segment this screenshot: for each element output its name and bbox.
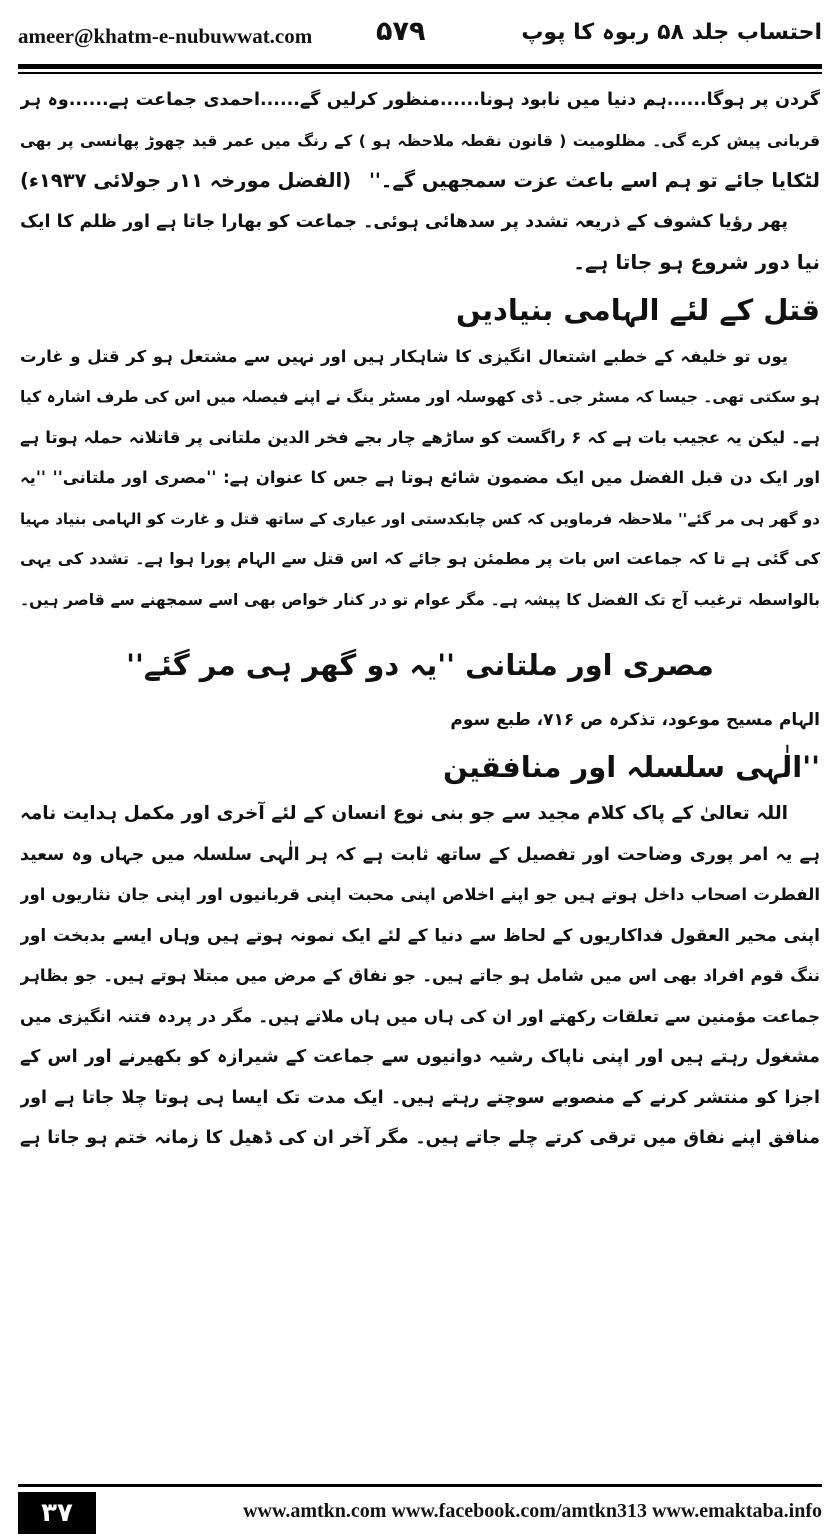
text-line: اجزا کو منتشر کرنے کے منصوبے سوچتے رہتے ہیں۔ ایک مدت تک ایسا ہی ہوتا چلا جاتا ہے اور: [20, 1087, 820, 1108]
section-heading-3: ''الٰہی سلسلہ اور منافقین: [442, 750, 820, 784]
header-book-title: احتساب جلد ۵۸ ربوہ کا پوپ: [521, 20, 822, 45]
header-page-number: ۵۷۹: [376, 16, 426, 47]
page-header: [18, 10, 822, 62]
spacer: [20, 620, 820, 630]
header-rule-thick: [18, 64, 822, 69]
text-line: نیا دور شروع ہو جاتا ہے۔: [573, 250, 820, 274]
header-rule-thin: [18, 72, 822, 74]
source-line: الہام مسیح موعود، تذکرہ ص ۷۱۶، طبع سوم: [450, 710, 820, 730]
text-line: بالواسطہ ترغیب آج تک الفضل کا پیشہ ہے۔ مگر عوام تو در کنار خواص بھی اسے سمجھنے سے قاصر ہیں۔: [20, 590, 820, 609]
text-line: قربانی پیش کرے گی۔ مظلومیت ( قانون نقطہ ملاحظہ ہو ) کے رنگ میں عمر قید چھوڑ پھانسی پر بھی: [20, 131, 820, 150]
text-line: الفطرت اصحاب داخل ہوتے ہیں جو اپنے اخلاص اپنی محبت اپنی قربانیوں اور اپنی جان نثاریوں اور: [20, 885, 820, 904]
text-line: پھر رؤیا کشوف کے ذریعہ تشدد پر سدھائی ہوئی۔ جماعت کو بھارا جاتا ہے اور ظلم کا ایک: [20, 211, 788, 232]
text-line: اور ایک دن قبل الفضل میں ایک مضمون شائع ہوتا ہے جس کا عنوان ہے: ''مصری اور ملتانی'' ''یہ: [20, 468, 820, 487]
footer-websites: www.amtkn.com www.facebook.com/amtkn313 www.emaktaba.info: [243, 1500, 822, 1522]
text-line: دو گھر ہی مر گئے'' ملاحظہ فرماویں کہ کس چابکدستی اور عیاری کے ساتھ قتل و غارت کو الہامی بنیاد مہیا: [20, 509, 820, 528]
body-text: [20, 80, 820, 1470]
header-email: ameer@khatm-e-nubuwwat.com: [18, 24, 313, 48]
text-line: جماعت مؤمنین سے تعلقات رکھتے اور ان کی ہاں میں ہاں ملاتے ہیں۔ مگر در پردہ فتنہ انگیزی میں: [20, 1006, 820, 1026]
section-heading-1: قتل کے لئے الہامی بنیادیں: [455, 292, 820, 327]
text-line: کی گئی ہے تا کہ جماعت اس بات پر مطمئن ہو جائے کہ اس قتل سے الہام پورا ہوا ہے۔ تشدد کی یہی: [20, 549, 820, 568]
text-line: اللہ تعالیٰ کے پاک کلام مجید سے جو بنی نوع انسان کے لئے آخری اور مکمل ہدایت نامہ: [20, 803, 788, 824]
footer-page-label: ۳۷: [18, 1492, 96, 1534]
text-line: ننگ قوم افراد بھی اس میں شامل ہو جاتے ہیں۔ جو نفاق کے مرض میں مبتلا ہوتے ہیں۔ جو بظاہر: [20, 966, 820, 985]
text-line: مشغول رہتے ہیں اور اپنی ناپاک رشیہ دوانیوں سے جماعت کے شیرازہ کو بکھیرنے اور اس کے: [20, 1047, 820, 1067]
text-line: یوں تو خلیفہ کے خطبے اشتعال انگیزی کا شاہکار ہیں اور نہیں سے مشتعل ہو کر قتل و غارت: [20, 346, 788, 366]
text-line: لٹکایا جائے تو ہم اسے باعث عزت سمجھیں گے۔'': [368, 169, 820, 192]
text-line: منافق اپنے نفاق میں ترقی کرتے چلے جاتے ہیں۔ مگر آخر ان کی ڈھیل کا زمانہ ختم ہو جاتا ہے: [20, 1128, 820, 1148]
text-line: اپنی محیر العقول فداکاریوں کے لحاظ سے دنیا کے لئے ایک نمونہ ہوتے ہیں وہاں ایسے بدبخت اور: [20, 925, 820, 946]
text-line: ہو سکتی تھی۔ جیسا کہ مسٹر جی۔ ڈی کھوسلہ اور مسٹر ینگ نے اپنے فیصلہ میں اس کی طرف اشارہ کیا: [20, 388, 820, 406]
citation: (الفضل مورخہ ۱۱ر جولائی ۱۹۳۷ء): [20, 169, 352, 192]
text-line-with-citation: [20, 161, 820, 202]
text-line: ہے۔ لیکن یہ عجیب بات ہے کہ ۶ راگست کو ساڑھے چار بجے فخر الدین ملتانی پر قاتلانہ حملہ ہوتا ہے: [20, 427, 820, 447]
section-heading-2: مصری اور ملتانی ''یہ دو گھر ہی مر گئے'': [126, 648, 714, 682]
text-line: گردن پر ہوگا......ہم دنیا میں نابود ہونا......منظور کرلیں گے......احمدی جماعت ہے......وہ ہر: [20, 90, 820, 110]
text-line: ہے یہ امر پوری وضاحت اور تفصیل کے ساتھ ثابت ہے کہ ہر الٰہی سلسلہ میں جہاں وہ سعید: [20, 844, 820, 865]
footer-rule: [18, 1484, 822, 1487]
